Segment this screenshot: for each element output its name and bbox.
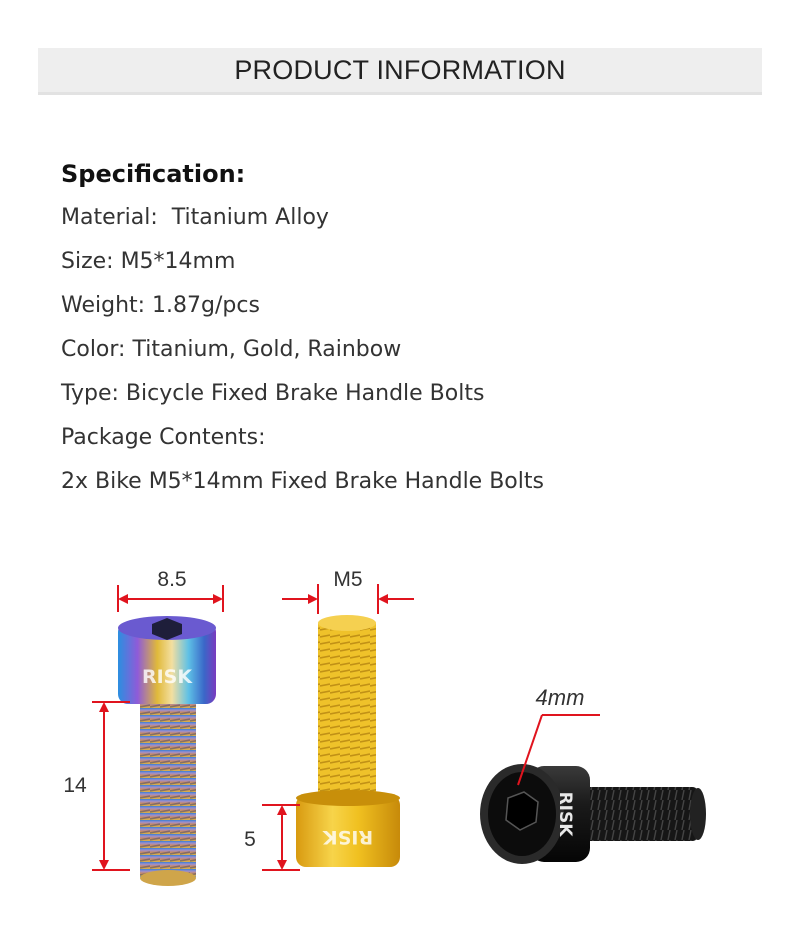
gold-brand-mark: RISK [322, 826, 374, 848]
bolt-product-figure [0, 540, 800, 945]
specification-block [61, 152, 544, 504]
spec-material: Material: Titanium Alloy [61, 205, 329, 230]
black-bolt [480, 764, 706, 864]
black-brand-mark: RISK [555, 791, 575, 837]
head-height-label: 5 [244, 828, 256, 851]
spec-package-heading: Package Contents: [61, 425, 266, 450]
spec-type: Type: Bicycle Fixed Brake Handle Bolts [61, 381, 485, 406]
rainbow-brand-mark: RISK [141, 666, 193, 688]
head-diameter-label: 8.5 [157, 568, 187, 591]
length-label: 14 [63, 774, 87, 797]
spec-weight: Weight: 1.87g/pcs [61, 293, 260, 318]
spec-size: Size: M5*14mm [61, 249, 236, 274]
length-dimension [63, 702, 130, 870]
header-bar [38, 48, 762, 95]
head-diameter-dimension [118, 568, 223, 612]
thread-dimension [282, 568, 414, 614]
page-title: PRODUCT INFORMATION [234, 54, 566, 85]
spec-color: Color: Titanium, Gold, Rainbow [61, 337, 402, 362]
thread-label: M5 [333, 568, 363, 591]
head-height-dimension [244, 805, 300, 870]
hex-size-label: 4mm [535, 685, 585, 710]
gold-bolt [296, 615, 400, 867]
rainbow-bolt [118, 616, 216, 886]
spec-package-contents: 2x Bike M5*14mm Fixed Brake Handle Bolts [61, 469, 544, 494]
spec-heading: Specification: [61, 160, 246, 188]
